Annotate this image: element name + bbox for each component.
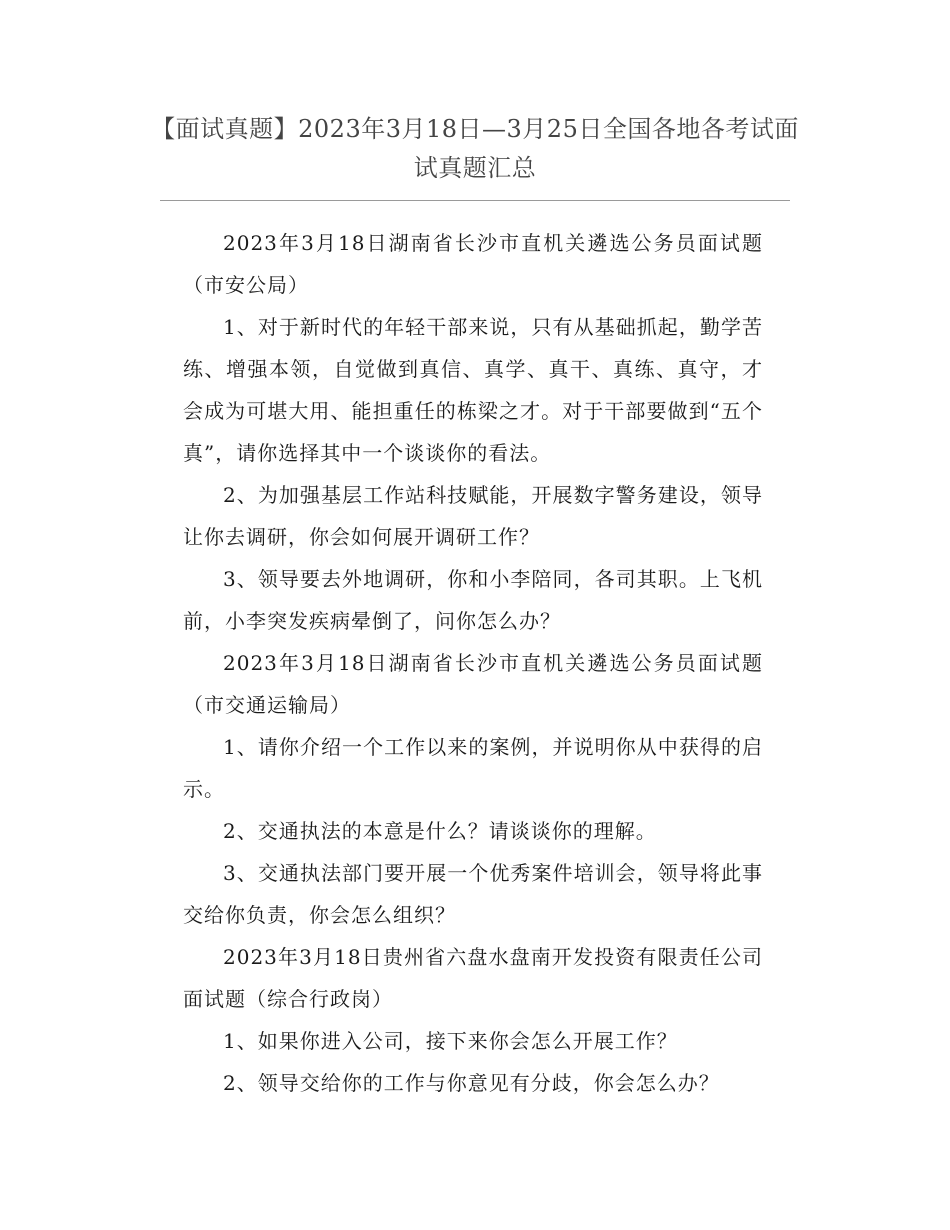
section-heading-changsha-public-security: 2023年3月18日湖南省长沙市直机关遴选公务员面试题（市安公局） bbox=[183, 231, 763, 297]
document-title: 【面试真题】2023年3月18日—3月25日全国各地各考试面试真题汇总 bbox=[151, 115, 799, 182]
question-paragraph: 3、交通执法部门要开展一个优秀案件培训会，领导将此事交给你负责，你会怎么组织？ bbox=[183, 861, 763, 927]
section-heading-changsha-transport: 2023年3月18日湖南省长沙市直机关遴选公务员面试题（市交通运输局） bbox=[183, 651, 763, 717]
question-paragraph: 1、对于新时代的年轻干部来说，只有从基础抓起，勤学苦练、增强本领，自觉做到真信、真学、真干、真练、真守，才会成为可堪大用、能担重任的栋梁之才。对于干部要做到“五个真”，请你选择其中一个谈谈你的看法。 bbox=[183, 315, 763, 465]
title-divider bbox=[160, 200, 790, 201]
section-heading-liupanshui-company: 2023年3月18日贵州省六盘水盘南开发投资有限责任公司面试题（综合行政岗） bbox=[183, 945, 763, 1011]
document-body bbox=[183, 222, 763, 1104]
question-paragraph: 2、为加强基层工作站科技赋能，开展数字警务建设，领导让你去调研，你会如何展开调研工作？ bbox=[183, 483, 763, 549]
question-paragraph: 1、如果你进入公司，接下来你会怎么开展工作？ bbox=[223, 1029, 678, 1053]
question-paragraph: 1、请你介绍一个工作以来的案例，并说明你从中获得的启示。 bbox=[183, 735, 763, 801]
question-paragraph: 2、交通执法的本意是什么？请谈谈你的理解。 bbox=[223, 819, 657, 843]
question-paragraph: 2、领导交给你的工作与你意见有分歧，你会怎么办？ bbox=[223, 1071, 720, 1095]
question-paragraph: 3、领导要去外地调研，你和小李陪同，各司其职。上飞机前，小李突发疾病晕倒了，问你怎么办？ bbox=[183, 567, 763, 633]
